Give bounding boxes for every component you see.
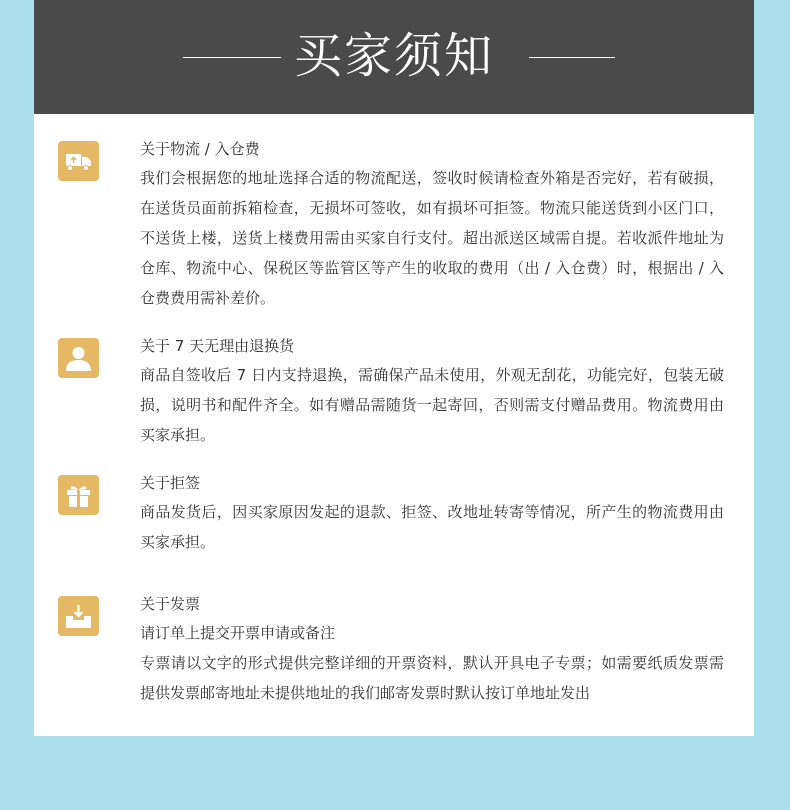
download-tray-icon bbox=[58, 596, 99, 636]
section-body: 商品自签收后 7 日内支持退换，需确保产品未使用，外观无刮花，功能完好，包装无破损，说明书和配件齐全。如有赠品需随货一起寄回，否则需支付赠品费用。物流费用由买家承担。 bbox=[140, 366, 724, 444]
section-body: 我们会根据您的地址选择合适的物流配送，签收时候请检查外箱是否完好，若有破损，在送货员面前拆箱检查，无损坏可签收，如有损坏可拒签。物流只能送货到小区门口，不送货上楼，送货上楼费用需由买家自行支付。超出派送区域需自提。若收派件地址为仓库、物流中心、保税区等监管区等产生的收取的费用（出 / 入仓费）时，根据出 / 入仓费费用需补差价。 bbox=[140, 169, 724, 307]
section-subtitle: 请订单上提交开票申请或备注 bbox=[140, 624, 336, 642]
notice-card bbox=[34, 0, 754, 736]
truck-icon bbox=[58, 141, 99, 181]
section-body: 专票请以文字的形式提供完整详细的开票资料，默认开具电子专票；如需要纸质发票需提供发票邮寄地址未提供地址的我们邮寄发票时默认按订单地址发出 bbox=[140, 654, 724, 702]
page-title: 买家须知 bbox=[293, 28, 494, 84]
gift-icon bbox=[58, 475, 99, 515]
user-icon bbox=[58, 338, 99, 378]
section-title: 关于 7 天无理由退换货 bbox=[140, 337, 295, 355]
header-divider-right bbox=[529, 57, 615, 58]
section-title: 关于拒签 bbox=[140, 474, 201, 492]
header bbox=[34, 0, 754, 114]
section-title: 关于发票 bbox=[140, 595, 201, 613]
section-title: 关于物流 / 入仓费 bbox=[140, 140, 260, 158]
section-body: 商品发货后，因买家原因发起的退款、拒签、改地址转寄等情况，所产生的物流费用由买家承担。 bbox=[140, 503, 724, 551]
